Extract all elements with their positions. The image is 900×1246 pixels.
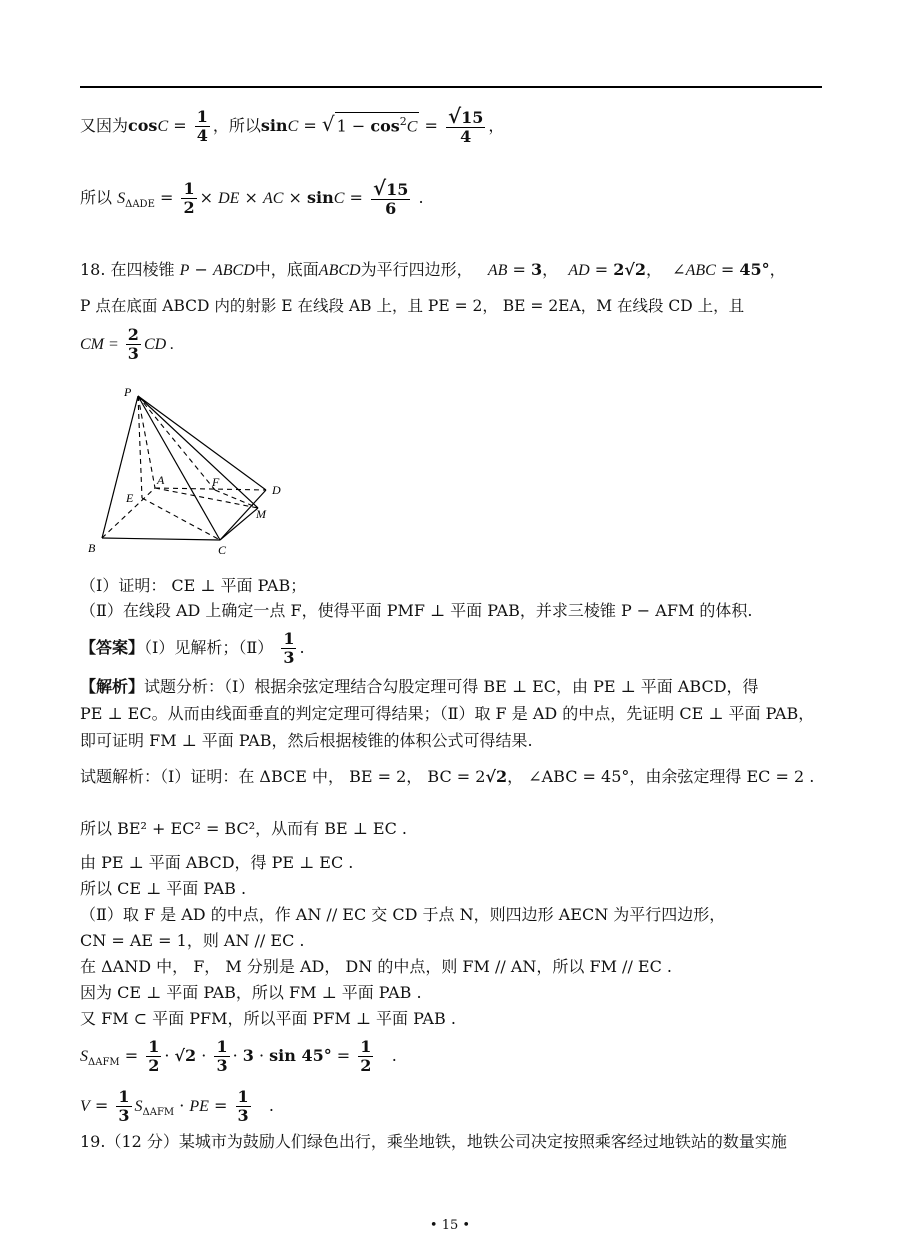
analysis-line1: 【解析】试题分析：（Ⅰ）根据余弦定理结合勾股定理可得 BE ⊥ EC，由 PE ⊥ 平面 ABCD，得 [80,677,759,696]
pyramid-figure [80,378,290,560]
solution-line1: 试题解析：（Ⅰ）证明：在 ΔBCE 中， BE = 2， BC = 2√2， ∠ABC = 45°，由余弦定理得 EC = 2 . [80,767,815,786]
label-A: A [157,473,165,487]
solution-line3: 由 PE ⊥ 平面 ABCD，得 PE ⊥ EC . [80,853,354,872]
area-line: 所以 $S_{\Delta ADE}$ = $\frac{1}{2}$ × DE × AC × sinC = $\frac{√15}{6}$ . [80,176,424,218]
label-M: M [256,507,266,521]
volume-line: V = $\frac{1}{3}$ $S_{\Delta AFM}$ · PE = $\frac{1}{3}$ . [80,1087,274,1125]
solution-line7: 在 ΔAND 中， F， M 分别是 AD， DN 的中点，则 FM // AN，所以 FM // EC . [80,957,673,976]
analysis-line2: PE ⊥ EC。从而由线面垂直的判定定理可得结果；（Ⅱ）取 F 是 AD 的中点，先证明 CE ⊥ 平面 PAB， [80,704,815,723]
solution-line5: （Ⅱ）取 F 是 AD 的中点，作 AN // EC 交 CD 于点 N，则四边形 AECN 为平行四边形， [80,905,726,924]
cos-sin-line: 又因为cosC = $\frac{1}{4}$ ，所以sinC = √ $1 - \cos^2C$ = $\frac{√15}{4}$ ， [80,104,505,146]
answer-line: 【答案】（Ⅰ）见解析；（Ⅱ） $\frac{1}{3}$ . [80,629,305,667]
solution-line9: 又 FM ⊂ 平面 PFM，所以平面 PFM ⊥ 平面 PAB . [80,1009,456,1028]
q18-line1: 18. 在四棱锥 P − ABCD中，底面ABCD为平行四边形， AB = 3， AD = 2√2， ∠ABC = 45°， [80,260,786,279]
solution-line8: 因为 CE ⊥ 平面 PAB，所以 FM ⊥ 平面 PAB . [80,983,422,1002]
solution-line6: CN = AE = 1，则 AN // EC . [80,931,305,950]
solution-line4: 所以 CE ⊥ 平面 PAB . [80,879,247,898]
q18-part1: （Ⅰ）证明： CE ⊥ 平面 PAB； [80,576,307,595]
area-afm-line: $S_{\Delta AFM}$ = $\frac{1}{2}$ · √2 · $\frac{1}{3}$ · 3 · sin 45° = $\frac{1}{2}$ . [80,1037,397,1075]
q18-part2: （Ⅱ）在线段 AD 上确定一点 F，使得平面 PMF ⊥ 平面 PAB，并求三棱锥 P − AFM 的体积. [80,601,753,620]
page-number: • 15 • [429,1218,471,1233]
q18-line3: CM = $\frac{2}{3}$ CD . [80,325,175,363]
label-B: B [88,541,96,555]
header-rule [80,86,822,88]
solution-line2: 所以 BE² + EC² = BC²，从而有 BE ⊥ EC . [80,819,407,838]
label-P: P [124,385,132,399]
label-D: D [272,483,281,497]
label-E: E [126,491,134,505]
analysis-line3: 即可证明 FM ⊥ 平面 PAB，然后根据棱锥的体积公式可得结果. [80,731,533,750]
label-F: F [212,475,220,489]
q18-line2: P 点在底面 ABCD 内的射影 E 在线段 AB 上，且 PE = 2， BE = 2EA，M 在线段 CD 上，且 [80,297,745,315]
label-C: C [218,543,227,557]
q19-line: 19.（12 分）某城市为鼓励人们绿色出行，乘坐地铁，地铁公司决定按照乘客经过地铁站的数量实施 [80,1132,787,1151]
